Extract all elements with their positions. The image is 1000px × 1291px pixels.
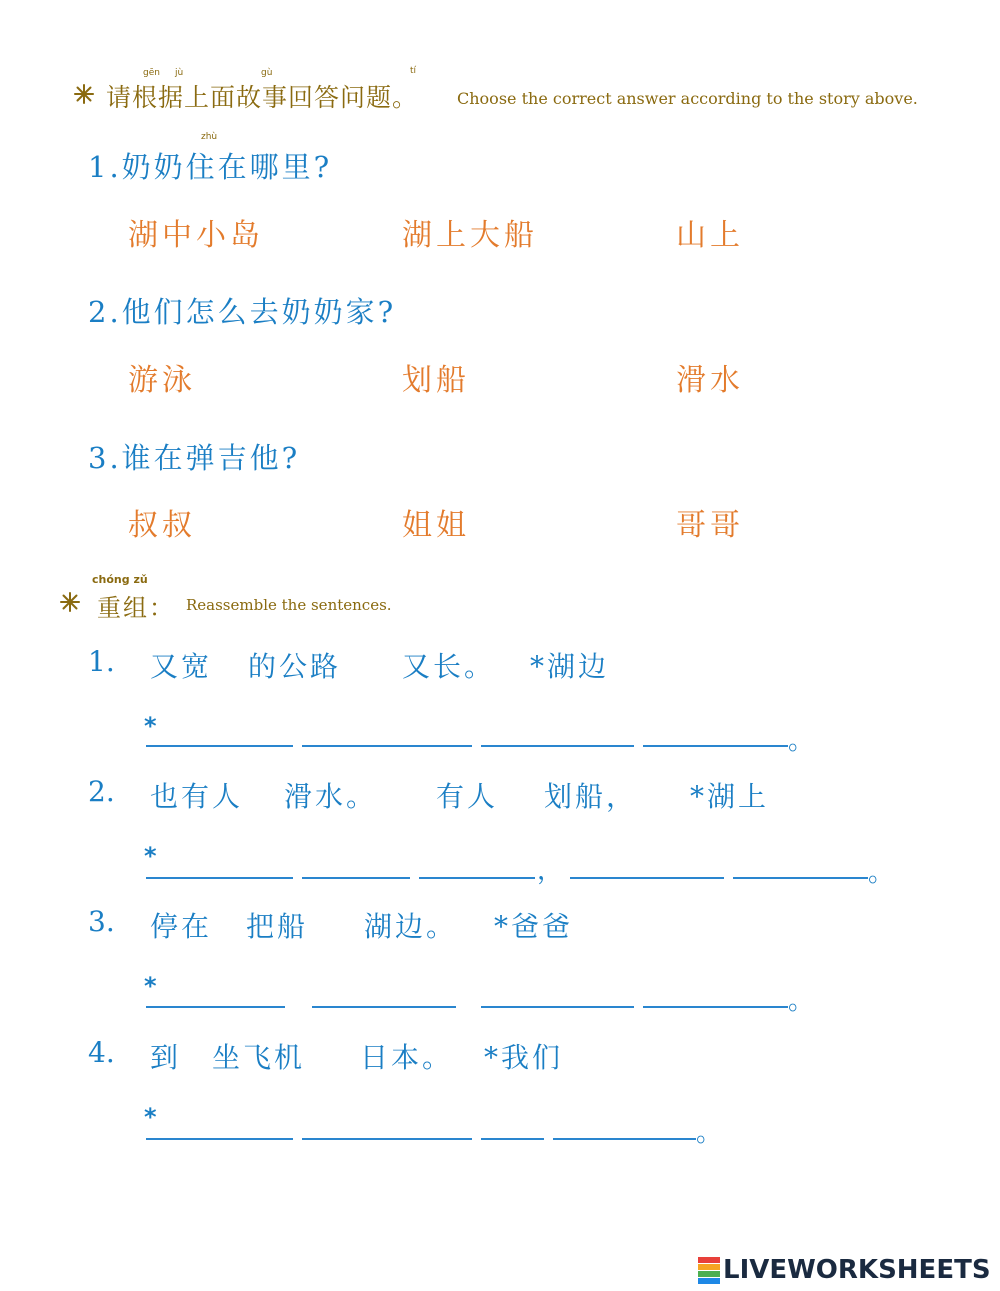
question-number: 2. bbox=[88, 295, 122, 329]
fragment[interactable]: 把船 bbox=[246, 910, 309, 943]
question-text: 奶奶住在哪里? bbox=[121, 150, 333, 184]
section1-title: 请根据上面故事回答问题。 bbox=[106, 83, 419, 112]
period: 。 bbox=[868, 858, 895, 888]
answer-blank[interactable] bbox=[553, 1138, 696, 1140]
fragment[interactable]: 有人 bbox=[436, 780, 499, 813]
q1-option-1[interactable]: 湖中小岛 bbox=[128, 218, 264, 253]
answer-blank[interactable] bbox=[481, 1006, 634, 1008]
asterisk-marker: * bbox=[144, 972, 157, 1000]
question-number: 1. bbox=[88, 150, 122, 184]
fragment[interactable]: *湖上 bbox=[690, 780, 770, 813]
fragment[interactable]: 又长。 bbox=[402, 650, 496, 683]
fragment[interactable]: 滑水。 bbox=[284, 780, 378, 813]
q2-option-2[interactable]: 划船 bbox=[402, 363, 470, 398]
section2-title: 重组： bbox=[97, 594, 175, 622]
fragment[interactable]: *湖边 bbox=[530, 650, 610, 683]
liveworksheets-logo bbox=[698, 1255, 991, 1285]
answer-blank[interactable] bbox=[419, 877, 535, 879]
q2-option-3[interactable]: 滑水 bbox=[676, 363, 744, 398]
answer-blank[interactable] bbox=[146, 1138, 293, 1140]
pinyin-gu: gù bbox=[261, 68, 273, 78]
period: 。 bbox=[696, 1118, 723, 1148]
asterisk-marker: * bbox=[144, 1103, 157, 1131]
fragment[interactable]: 又宽 bbox=[150, 650, 213, 683]
pinyin-ju: jù bbox=[175, 68, 184, 78]
fragment[interactable]: 划船， bbox=[544, 780, 638, 813]
period: 。 bbox=[788, 726, 815, 756]
q3-option-1[interactable]: 叔叔 bbox=[128, 508, 196, 543]
q1-option-3[interactable]: 山上 bbox=[676, 218, 744, 253]
answer-blank[interactable] bbox=[481, 745, 634, 747]
q3-option-3[interactable]: 哥哥 bbox=[676, 508, 744, 543]
fragment[interactable]: 也有人 bbox=[150, 780, 244, 813]
answer-blank[interactable] bbox=[733, 877, 868, 879]
snowflake-icon bbox=[74, 84, 94, 104]
pinyin-gen: gēn bbox=[143, 68, 160, 78]
answer-blank[interactable] bbox=[146, 745, 293, 747]
logo-mark-icon bbox=[698, 1257, 720, 1283]
question-1 bbox=[88, 145, 332, 186]
question-number: 3. bbox=[88, 441, 122, 475]
pinyin-chongzu: chóng zǔ bbox=[92, 573, 148, 586]
answer-blank[interactable] bbox=[302, 877, 410, 879]
fragment[interactable]: 坐飞机 bbox=[212, 1041, 306, 1074]
question-text: 谁在弹吉他? bbox=[121, 441, 301, 475]
fragment[interactable]: 日本。 bbox=[360, 1041, 454, 1074]
fragment[interactable]: 到 bbox=[150, 1041, 182, 1074]
item-3-number: 3. bbox=[88, 905, 115, 938]
fragment[interactable]: *爸爸 bbox=[494, 910, 574, 943]
asterisk-marker: * bbox=[144, 712, 157, 740]
question-text: 他们怎么去奶奶家? bbox=[121, 295, 397, 329]
q3-option-2[interactable]: 姐姐 bbox=[402, 508, 470, 543]
pinyin-zhu: zhù bbox=[201, 132, 218, 142]
answer-blank[interactable] bbox=[302, 1138, 472, 1140]
fragment[interactable]: 湖边。 bbox=[364, 910, 458, 943]
item-2-number: 2. bbox=[88, 775, 115, 808]
answer-blank[interactable] bbox=[643, 1006, 788, 1008]
section2-subtitle: Reassemble the sentences. bbox=[186, 596, 392, 614]
pinyin-ti: tí bbox=[410, 66, 417, 76]
fragment[interactable]: 的公路 bbox=[248, 650, 342, 683]
asterisk-marker: * bbox=[144, 842, 157, 870]
question-2 bbox=[88, 290, 396, 331]
snowflake-icon bbox=[60, 592, 80, 612]
item-1-number: 1. bbox=[88, 645, 115, 678]
period: 。 bbox=[788, 986, 815, 1016]
logo-text: LIVEWORKSHEETS bbox=[723, 1255, 991, 1285]
fragment[interactable]: *我们 bbox=[484, 1041, 564, 1074]
item-4-number: 4. bbox=[88, 1036, 115, 1069]
section1-subtitle: Choose the correct answer according to the story above. bbox=[457, 89, 918, 108]
q1-option-2[interactable]: 湖上大船 bbox=[402, 218, 538, 253]
question-3 bbox=[88, 436, 300, 477]
q2-option-1[interactable]: 游泳 bbox=[128, 363, 196, 398]
answer-blank[interactable] bbox=[643, 745, 788, 747]
answer-blank[interactable] bbox=[481, 1138, 544, 1140]
fragment[interactable]: 停在 bbox=[150, 910, 213, 943]
answer-blank[interactable] bbox=[302, 745, 472, 747]
answer-blank[interactable] bbox=[146, 1006, 285, 1008]
comma: ， bbox=[537, 856, 564, 886]
answer-blank[interactable] bbox=[312, 1006, 456, 1008]
answer-blank[interactable] bbox=[146, 877, 293, 879]
answer-blank[interactable] bbox=[570, 877, 724, 879]
